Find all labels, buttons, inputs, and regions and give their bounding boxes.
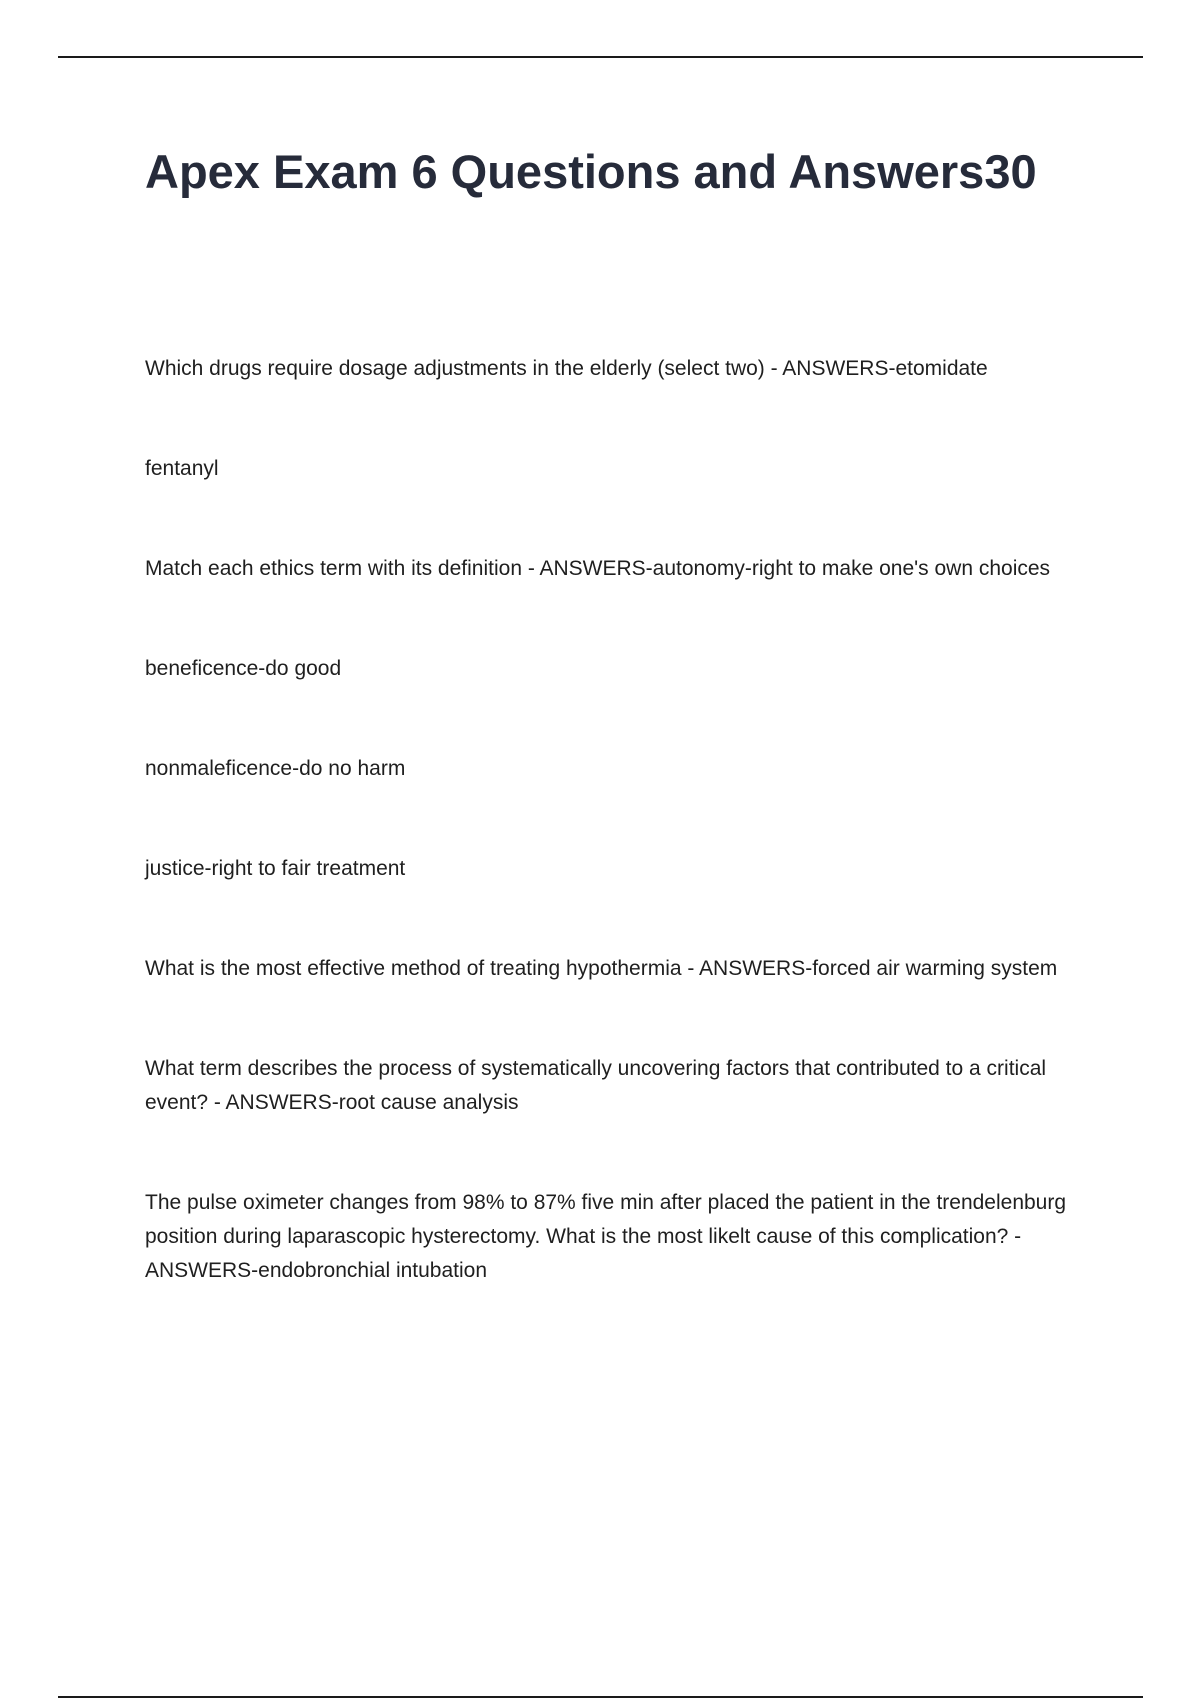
qa-paragraph-6: justice-right to fair treatment bbox=[145, 857, 406, 880]
qa-paragraph-7: What is the most effective method of treating hypothermia - ANSWERS-forced air warming system bbox=[145, 957, 1058, 980]
qa-paragraph-5: nonmaleficence-do no harm bbox=[145, 757, 406, 780]
top-rule bbox=[58, 56, 1143, 58]
qa-paragraph-2: fentanyl bbox=[145, 457, 219, 480]
page-title: Apex Exam 6 Questions and Answers30 bbox=[145, 145, 1037, 198]
document-body bbox=[145, 352, 1075, 1288]
qa-paragraph-9: The pulse oximeter changes from 98% to 87% five min after placed the patient in the trendelenburg position during laparascopic hysterectomy. What is the most likelt cause of this complication? - ANSWERS-endobronchial intubation bbox=[145, 1191, 1067, 1282]
qa-paragraph-4: beneficence-do good bbox=[145, 657, 342, 680]
qa-paragraph-3: Match each ethics term with its definition - ANSWERS-autonomy-right to make one's own choices bbox=[145, 557, 1051, 580]
qa-paragraph-8: What term describes the process of systematically uncovering factors that contributed to a critical event? - ANSWERS-root cause analysis bbox=[145, 1057, 1047, 1114]
bottom-rule bbox=[58, 1696, 1143, 1698]
qa-paragraph-1: Which drugs require dosage adjustments in the elderly (select two) - ANSWERS-etomidate bbox=[145, 357, 988, 380]
